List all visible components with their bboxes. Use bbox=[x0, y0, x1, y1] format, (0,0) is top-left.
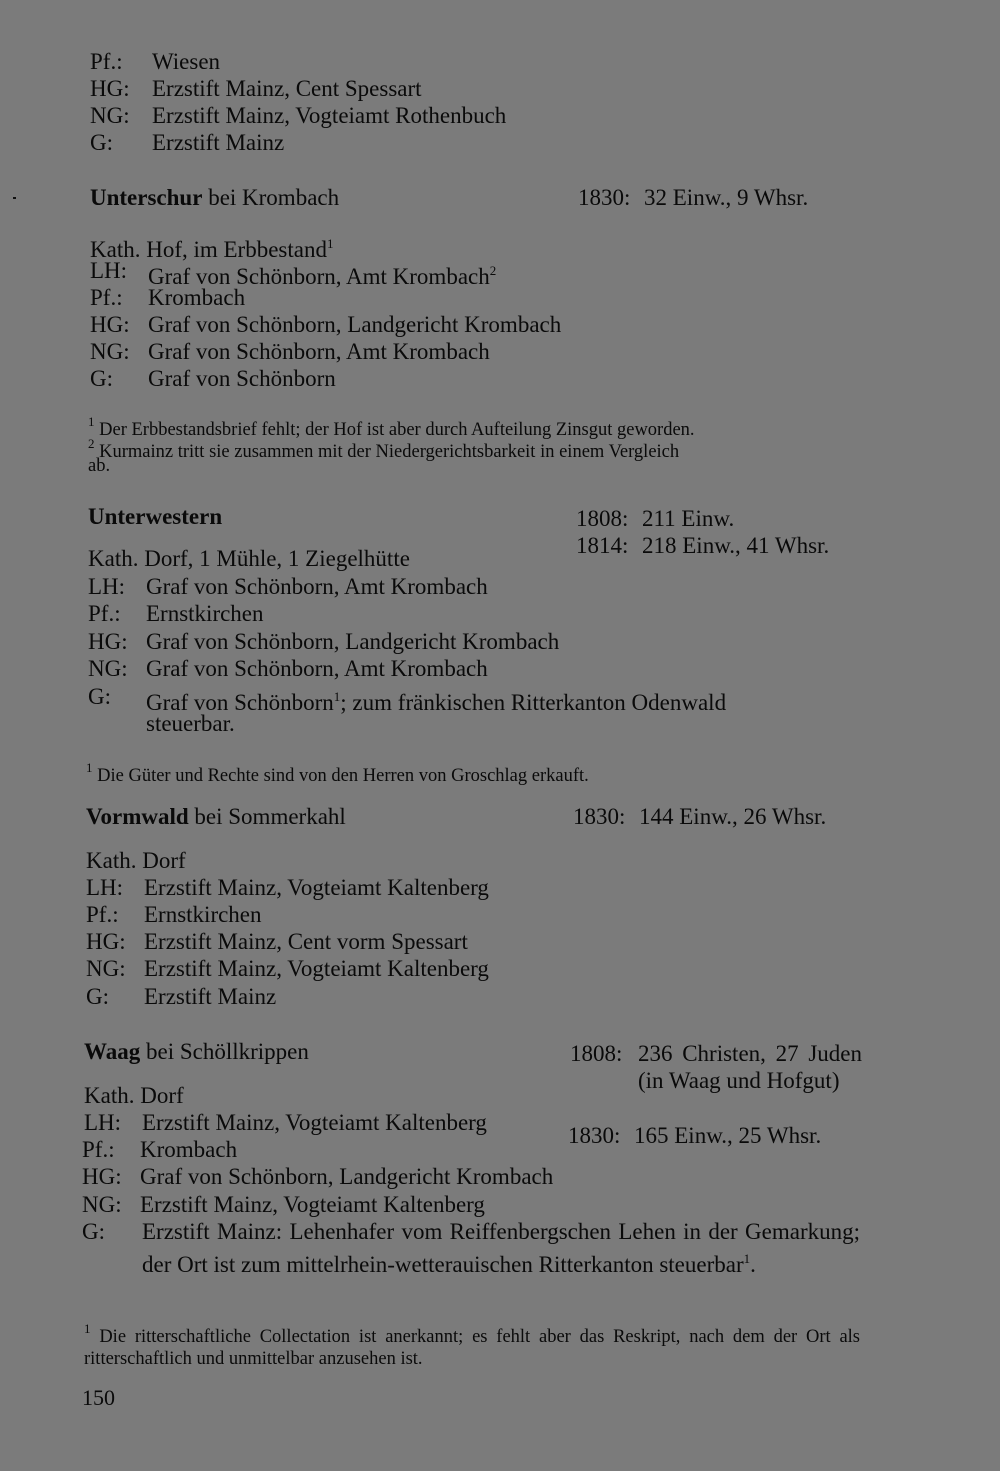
place-name: Unterschur bbox=[90, 185, 203, 210]
entry-line: HG: Graf von Schönborn, Landgericht Krombach bbox=[88, 629, 560, 654]
place-name: Vormwald bbox=[86, 804, 189, 829]
entry-line: NG: Erzstift Mainz, Vogteiamt Rothenbuch bbox=[90, 103, 507, 128]
entry-line: Pf.: Ernstkirchen bbox=[86, 902, 262, 927]
entry-line: G: Graf von Schönborn bbox=[90, 366, 336, 391]
entry-line: Pf.: Wiesen bbox=[90, 49, 221, 74]
population-line: 1830: 32 Einw., 9 Whsr. bbox=[578, 185, 809, 210]
place-description: Kath. Dorf, 1 Mühle, 1 Ziegelhütte bbox=[88, 546, 410, 571]
entry-line: HG: Graf von Schönborn, Landgericht Krombach bbox=[82, 1164, 554, 1189]
entry-line: HG: Erzstift Mainz, Cent vorm Spessart bbox=[86, 929, 468, 954]
entry-line: NG: Graf von Schönborn, Amt Krombach bbox=[90, 339, 490, 364]
entry-line: NG: Graf von Schönborn, Amt Krombach bbox=[88, 656, 488, 681]
entry-line: NG: Erzstift Mainz, Vogteiamt Kaltenberg bbox=[86, 956, 489, 981]
place-description: Kath. Dorf bbox=[86, 848, 186, 873]
footnote: $^1$ Der Erbbestandsbrief fehlt; der Hof ist aber durch Aufteilung Zinsgut geworden. bbox=[88, 414, 695, 440]
entry-line: HG: Graf von Schönborn, Landgericht Krombach bbox=[90, 312, 562, 337]
population-line: 1814: 218 Einw., 41 Whsr. bbox=[576, 533, 830, 558]
place-name: Unterwestern bbox=[88, 504, 223, 529]
entry-line: NG: Erzstift Mainz, Vogteiamt Kaltenberg bbox=[82, 1192, 485, 1217]
entry-line: HG: Erzstift Mainz, Cent Spessart bbox=[90, 76, 422, 101]
place-heading bbox=[90, 184, 339, 211]
page-number: 150 bbox=[82, 1385, 115, 1410]
place-description: Kath. Hof, im Erbbestand$^1$ bbox=[90, 236, 334, 262]
entry-line: LH: Graf von Schönborn, Amt Krombach bbox=[88, 574, 488, 599]
entry-line: G: bbox=[82, 1219, 105, 1244]
entry-line-value: Erzstift Mainz: Lehenhafer vom Reiffenbergschen Lehen in der Gemarkung; der Ort ist zum mittelrhein-wetterauischen Ritterkanton steuerbar$^1$. bbox=[142, 1219, 860, 1277]
population-text: 236 Christen, 27 Juden (in Waag und Hofgut) bbox=[638, 1041, 862, 1093]
place-name: Waag bbox=[84, 1039, 141, 1064]
footnote: $^2$ Kurmainz tritt sie zusammen mit der Niedergerichtsbarkeit in einem Vergleich bbox=[88, 436, 680, 462]
population-line: 1830: 165 Einw., 25 Whsr. bbox=[568, 1123, 822, 1148]
population-line: 1830: 144 Einw., 26 Whsr. bbox=[573, 804, 827, 829]
population-line: 1808: bbox=[570, 1041, 623, 1066]
entry-line: Pf.: Krombach bbox=[90, 285, 246, 310]
place-description: Kath. Dorf bbox=[84, 1083, 184, 1108]
footnote: $^1$ Die ritterschaftliche Collectation ist anerkannt; es fehlt aber das Reskript, nach dem der Ort als ritterschaftlich und unmittelbar anzusehen ist. bbox=[84, 1321, 861, 1369]
entry-line-continuation: steuerbar. bbox=[146, 711, 235, 736]
entry-line: Pf.: Ernstkirchen bbox=[88, 601, 264, 626]
footnote: $^1$ Die Güter und Rechte sind von den Herren von Groschlag erkauft. bbox=[86, 760, 589, 786]
place-suffix: bei Sommerkahl bbox=[194, 804, 346, 829]
entry-line: LH: Erzstift Mainz, Vogteiamt Kaltenberg bbox=[86, 875, 489, 900]
entry-line: LH: Graf von Schönborn, Amt Krombach$^2$ bbox=[90, 258, 497, 289]
place-heading bbox=[86, 803, 346, 830]
entry-line: G: Erzstift Mainz bbox=[90, 130, 285, 155]
footnote-continuation: ab. bbox=[88, 456, 111, 476]
place-suffix: bei Schöllkrippen bbox=[145, 1039, 309, 1064]
place-heading bbox=[88, 503, 222, 530]
population-line: 1808: 211 Einw. bbox=[576, 506, 735, 531]
entry-line: LH: Erzstift Mainz, Vogteiamt Kaltenberg bbox=[84, 1110, 487, 1135]
place-suffix: bei Krombach bbox=[208, 185, 340, 210]
entry-line: Pf.: Krombach bbox=[82, 1137, 238, 1162]
entry-line: G: Graf von Schönborn$^1$; zum fränkischen Ritterkanton Odenwald bbox=[88, 684, 727, 715]
place-heading bbox=[84, 1038, 309, 1065]
entry-line: G: Erzstift Mainz bbox=[86, 984, 277, 1009]
scan-speck bbox=[13, 197, 16, 199]
